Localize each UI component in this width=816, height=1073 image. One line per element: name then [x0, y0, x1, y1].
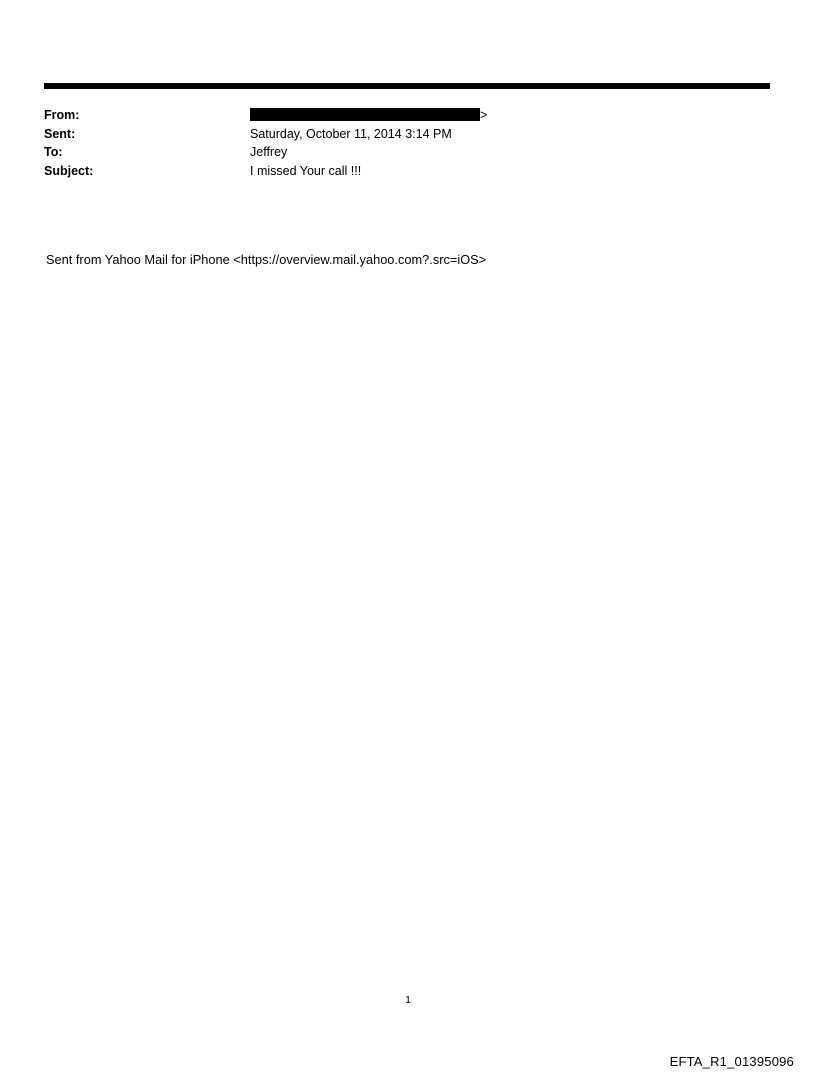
header-divider-rule	[44, 83, 770, 89]
redaction-bar	[250, 108, 480, 121]
header-value-sent: Saturday, October 11, 2014 3:14 PM	[250, 126, 452, 141]
page-number: 1	[405, 994, 411, 1006]
header-label-from: From:	[44, 108, 80, 122]
header-value-subject: I missed Your call !!!	[250, 163, 362, 178]
header-row-sent	[44, 125, 770, 144]
header-label-to: To:	[44, 145, 63, 160]
header-label-subject: Subject:	[44, 163, 94, 178]
email-body-signature: Sent from Yahoo Mail for iPhone <https://overview.mail.yahoo.com?.src=iOS>	[46, 252, 487, 267]
header-value-to: Jeffrey	[250, 145, 288, 160]
header-value-from	[250, 106, 770, 125]
header-row-from	[44, 106, 770, 125]
header-row-to	[44, 143, 770, 162]
header-value-from-tail: >	[480, 108, 488, 122]
header-label-sent: Sent:	[44, 126, 76, 141]
header-row-subject	[44, 162, 770, 181]
bates-stamp: EFTA_R1_01395096	[669, 1054, 794, 1069]
email-header-table	[44, 106, 770, 180]
